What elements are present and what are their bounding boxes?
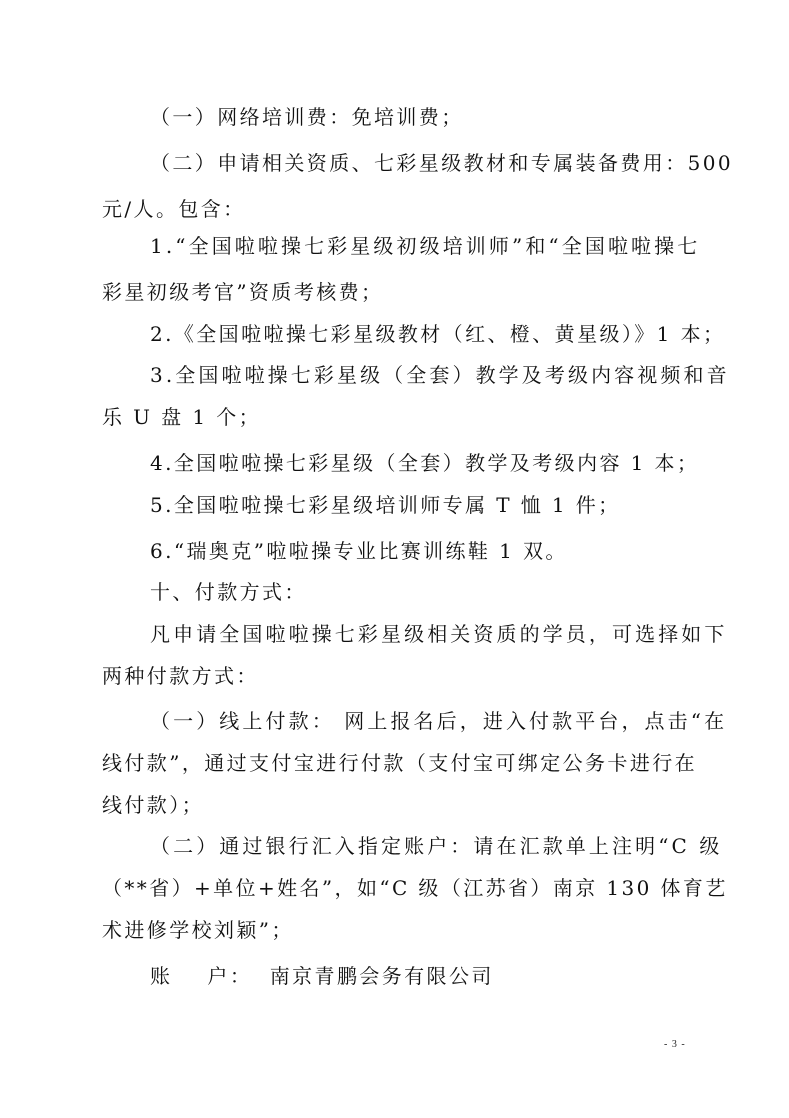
text-line-item-5: 5.全国啦啦操七彩星级培训师专属 T 恤 1 件； (150, 493, 621, 517)
text-line-payment-intro-b: 两种付款方式： (102, 664, 259, 688)
text-line-item-3a: 3.全国啦啦操七彩星级（全套）教学及考级内容视频和音 (150, 363, 730, 387)
text-line-item-2: 2.《全国啦啦操七彩星级教材（红、橙、黄星级）》1 本； (150, 322, 726, 346)
text-line-item-6: 6.“瑞奥克”啦啦操专业比赛训练鞋 1 双。 (150, 539, 568, 563)
text-line-online-pay-c: 线付款）； (102, 793, 204, 817)
text-line-item-4: 4.全国啦啦操七彩星级（全套）教学及考级内容 1 本； (150, 451, 700, 475)
page-number: - 3 - (664, 1039, 686, 1050)
text-line-online-pay-b: 线付款”，通过支付宝进行付款（支付宝可绑定公务卡进行在 (102, 751, 698, 775)
text-line-payment-intro-a: 凡申请全国啦啦操七彩星级相关资质的学员，可选择如下 (150, 622, 728, 646)
text-line-bank-b: （**省）+单位+姓名”，如“C 级（江苏省）南京 130 体育艺 (102, 876, 728, 900)
text-line-item-1a: 1.“全国啦啦操七彩星级初级培训师”和“全国啦啦操七 (150, 234, 701, 258)
text-line-item-3b: 乐 U 盘 1 个； (102, 405, 262, 429)
text-line-bank-c: 术进修学校刘颖”； (102, 918, 294, 942)
text-line-network-fee: （一）网络培训费：免培训费； (150, 105, 464, 129)
text-line-fee-includes: 元/人。包含： (102, 197, 246, 221)
text-line-account: 账 户： 南京青鹏会务有限公司 (150, 964, 494, 988)
text-line-item-1b: 彩星初级考官”资质考核费； (102, 280, 384, 304)
text-line-bank-a: （二）通过银行汇入指定账户：请在汇款单上注明“C 级 (150, 834, 723, 858)
text-line-online-pay-a: （一）线上付款： 网上报名后，进入付款平台，点击“在 (150, 709, 728, 733)
section-heading-payment: 十、付款方式： (150, 580, 307, 604)
text-line-equipment-fee: （二）申请相关资质、七彩星级教材和专属装备费用：500 (150, 151, 733, 175)
